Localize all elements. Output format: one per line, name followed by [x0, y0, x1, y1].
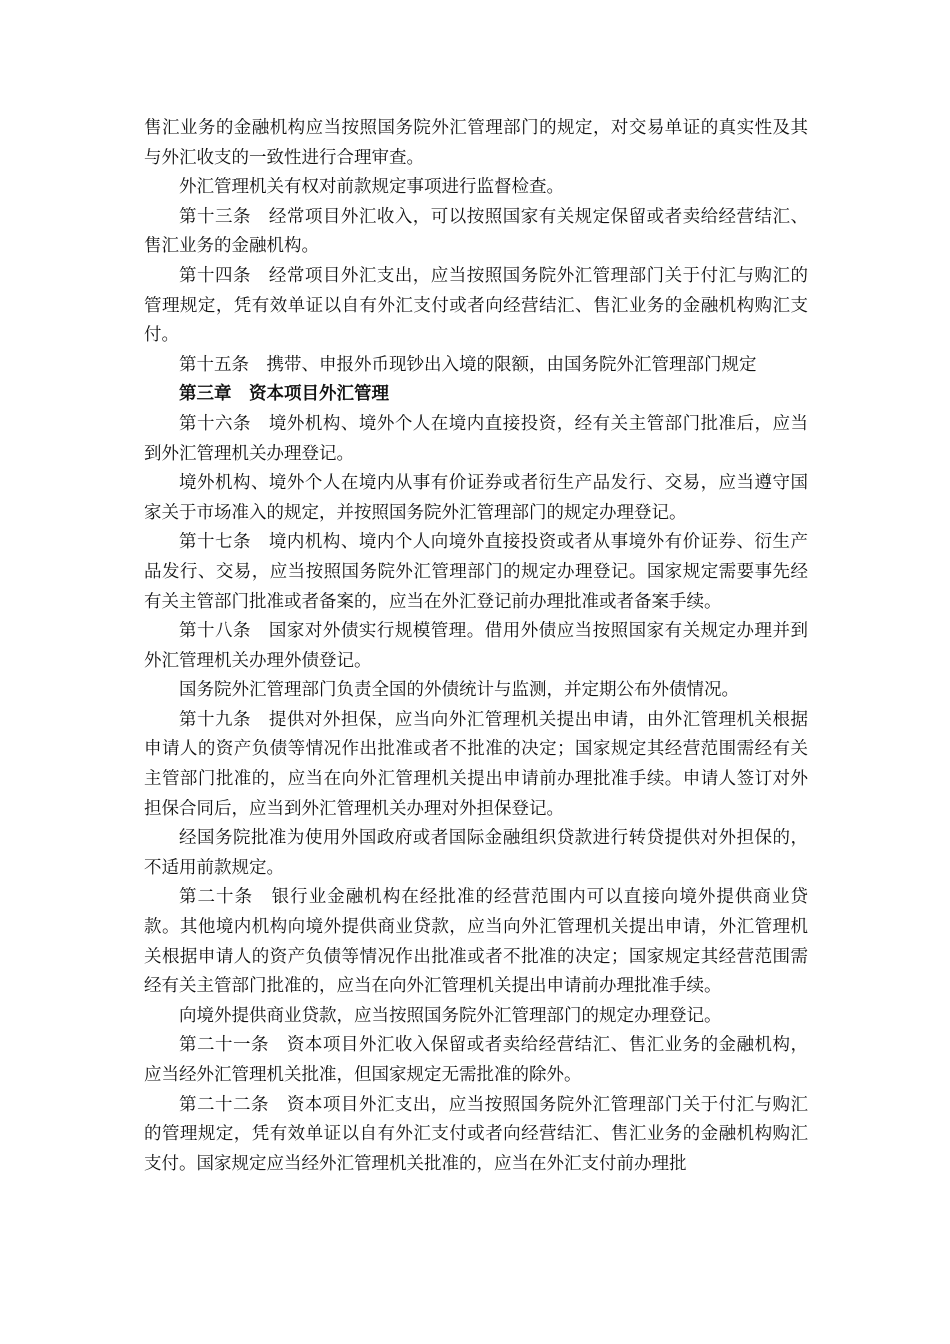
article-21: 第二十一条 资本项目外汇收入保留或者卖给经营结汇、售汇业务的金融机构，应当经外汇管理机关批准，但国家规定无需批准的除外。 [144, 1035, 808, 1085]
paragraph: 向境外提供商业贷款，应当按照国务院外汇管理部门的规定办理登记。 [179, 1005, 722, 1026]
article-15: 第十五条 携带、申报外币现钞出入境的限额，由国务院外汇管理部门规定 [179, 354, 757, 375]
article-14: 第十四条 经常项目外汇支出，应当按照国务院外汇管理部门关于付汇与购汇的管理规定，凭有效单证以自有外汇支付或者向经营结汇、售汇业务的金融机构购汇支付。 [144, 265, 808, 346]
chapter-heading: 第三章 资本项目外汇管理 [179, 384, 389, 405]
article-13: 第十三条 经常项目外汇收入，可以按照国家有关规定保留或者卖给经营结汇、售汇业务的金融机构。 [144, 206, 808, 257]
paragraph: 境外机构、境外个人在境内从事有价证券或者衍生产品发行、交易，应当遵守国家关于市场准入的规定，并按照国务院外汇管理部门的规定办理登记。 [144, 473, 808, 523]
paragraph: 国务院外汇管理部门负责全国的外债统计与监测，并定期公布外债情况。 [179, 680, 739, 701]
paragraph: 经国务院批准为使用外国政府或者国际金融组织贷款进行转贷提供对外担保的，不适用前款规定。 [144, 828, 808, 878]
article-16: 第十六条 境外机构、境外个人在境内直接投资，经有关主管部门批准后，应当到外汇管理机关办理登记。 [144, 413, 808, 464]
article-19: 第十九条 提供对外担保，应当向外汇管理机关提出申请，由外汇管理机关根据申请人的资产负债等情况作出批准或者不批准的决定；国家规定其经营范围需经有关主管部门批准的，应当在向外汇管理机关提出申请前办理批准手续。申请人签订对外担保合同后，应当到外汇管理机关办理对外担保登记。 [144, 709, 808, 819]
article-20: 第二十条 银行业金融机构在经批准的经营范围内可以直接向境外提供商业贷款。其他境内机构向境外提供商业贷款，应当向外汇管理机关提出申请，外汇管理机关根据申请人的资产负债等情况作出批准或者不批准的决定；国家规定其经营范围需经有关主管部门批准的，应当在向外汇管理机关提出申请前办理批准手续。 [144, 887, 808, 997]
article-17: 第十七条 境内机构、境内个人向境外直接投资或者从事境外有价证券、衍生产品发行、交易，应当按照国务院外汇管理部门的规定办理登记。国家规定需要事先经有关主管部门批准或者备案的，应当在外汇登记前办理批准或者备案手续。 [144, 532, 808, 612]
paragraph-continuation: 售汇业务的金融机构应当按照国务院外汇管理部门的规定，对交易单证的真实性及其与外汇收支的一致性进行合理审查。 [144, 118, 808, 168]
paragraph: 外汇管理机关有权对前款规定事项进行监督检查。 [179, 177, 564, 198]
article-22: 第二十二条 资本项目外汇支出，应当按照国务院外汇管理部门关于付汇与购汇的管理规定，凭有效单证以自有外汇支付或者向经营结汇、售汇业务的金融机构购汇支付。国家规定应当经外汇管理机关批准的，应当在外汇支付前办理批 [144, 1094, 808, 1174]
article-18: 第十八条 国家对外债实行规模管理。借用外债应当按照国家有关规定办理并到外汇管理机关办理外债登记。 [144, 621, 808, 671]
document-page [144, 114, 808, 1179]
